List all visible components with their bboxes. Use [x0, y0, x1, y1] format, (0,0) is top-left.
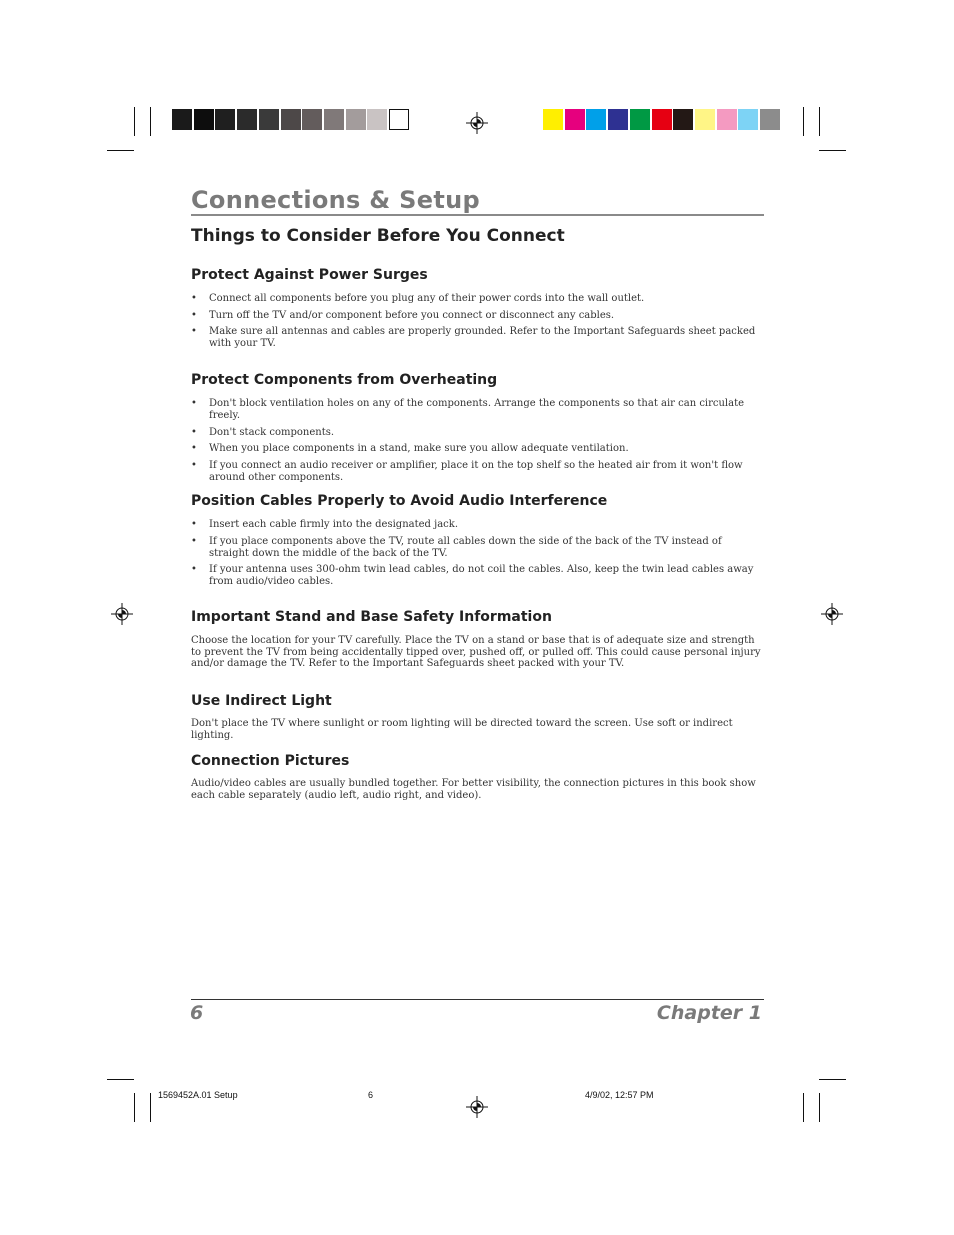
crop-mark — [134, 1093, 135, 1122]
color-swatch — [695, 109, 715, 130]
crop-mark — [819, 1079, 846, 1080]
bullet-list-overheating — [191, 398, 764, 488]
bullet: • — [191, 426, 197, 438]
list-item: • Make sure all antennas and cables are properly grounded. Refer to the Important Safeguards sheet packed with your TV. — [191, 326, 756, 349]
crop-mark — [803, 107, 804, 136]
section-heading-overheating: Protect Components from Overheating — [191, 372, 498, 388]
section-heading-indirect-light: Use Indirect Light — [191, 693, 332, 709]
gray-swatch — [172, 109, 192, 130]
color-swatch — [543, 109, 563, 130]
slug-datetime: 4/9/02, 12:57 PM — [585, 1090, 654, 1100]
section-title: Things to Consider Before You Connect — [191, 226, 565, 246]
crop-mark — [150, 1093, 151, 1122]
list-item: • Don't stack components. — [191, 426, 335, 438]
crop-mark — [150, 107, 151, 136]
footer-rule — [191, 999, 764, 1000]
bullet: • — [191, 459, 197, 471]
section-heading-audio-interference: Position Cables Properly to Avoid Audio Interference — [191, 493, 608, 509]
chapter-title: Connections & Setup — [191, 186, 480, 214]
title-rule — [191, 214, 764, 216]
gray-swatch — [237, 109, 257, 130]
gray-swatch — [302, 109, 322, 130]
paragraph-stand-safety: Choose the location for your TV carefully. Place the TV on a stand or base that is of adequate size and strength to prevent the TV from being accidentally tipped over, pushed off, or pulled off. This could cause personal injury and/or damage the TV. Refer to the Important Safeguards sheet packed with your TV. — [191, 635, 761, 670]
bullet: • — [191, 443, 197, 454]
registration-mark-icon — [821, 603, 843, 625]
gray-swatch — [194, 109, 214, 130]
list-item: • Don't block ventilation holes on any of the components. Arrange the components so that air can circulate freely. — [191, 398, 745, 421]
crop-mark — [134, 107, 135, 136]
list-item: • Insert each cable firmly into the designated jack. — [191, 519, 459, 530]
color-swatch — [738, 109, 758, 130]
crop-mark — [107, 150, 134, 151]
bullet: • — [191, 398, 197, 409]
bullet: • — [191, 519, 197, 530]
list-item: • Connect all components before you plug any of their power cords into the wall outlet. — [191, 293, 645, 304]
crop-mark — [819, 1093, 820, 1122]
section-heading-power-surges: Protect Against Power Surges — [191, 267, 428, 283]
section-heading-stand-safety: Important Stand and Base Safety Information — [191, 609, 552, 625]
crop-mark — [107, 1079, 134, 1080]
registration-mark-icon — [466, 112, 488, 134]
color-swatch — [652, 109, 672, 130]
color-swatch — [630, 109, 650, 130]
list-item: • If your antenna uses 300-ohm twin lead cables, do not coil the cables. Also, keep the twin lead cables away from audio/video cables. — [191, 564, 754, 587]
list-item: • When you place components in a stand, make sure you allow adequate ventilation. — [191, 443, 629, 454]
section-heading-connection-pictures: Connection Pictures — [191, 753, 350, 769]
registration-mark-icon — [111, 603, 133, 625]
bullet: • — [191, 564, 197, 575]
bullet: • — [191, 309, 197, 321]
registration-mark-icon — [466, 1096, 488, 1118]
gray-swatch — [281, 109, 301, 130]
gray-swatch — [389, 109, 409, 130]
crop-mark — [819, 150, 846, 151]
bullet: • — [191, 535, 197, 547]
crop-mark — [803, 1093, 804, 1122]
list-item: • Turn off the TV and/or component before you connect or disconnect any cables. — [191, 309, 615, 321]
slug-filename: 1569452A.01 Setup — [158, 1090, 238, 1100]
bullet: • — [191, 326, 197, 337]
list-item: • If you place components above the TV, route all cables down the side of the back of the TV instead of straight down the middle of the back of the TV. — [191, 535, 722, 559]
crop-mark — [819, 107, 820, 136]
color-swatch — [673, 109, 693, 130]
bullet-list-audio-interference — [191, 519, 764, 593]
chapter-label: Chapter 1 — [656, 1002, 762, 1024]
gray-swatch — [324, 109, 344, 130]
bullet: • — [191, 293, 197, 304]
bullet-list-power-surges — [191, 293, 764, 355]
gray-swatch — [215, 109, 235, 130]
paragraph-indirect-light: Don't place the TV where sunlight or room lighting will be directed toward the screen. Use soft or indirect lighting. — [191, 718, 733, 741]
color-swatch — [586, 109, 606, 130]
gray-swatch — [367, 109, 387, 130]
color-swatch — [608, 109, 628, 130]
color-swatch — [565, 109, 585, 130]
page-number: 6 — [190, 1002, 204, 1024]
gray-swatch — [259, 109, 279, 130]
list-item: • If you connect an audio receiver or amplifier, place it on the top shelf so the heated air from it won't flow around other components. — [191, 459, 743, 483]
color-swatch — [717, 109, 737, 130]
paragraph-connection-pictures: Audio/video cables are usually bundled together. For better visibility, the connection pictures in this book show each cable separately (audio left, audio right, and video). — [191, 778, 756, 801]
gray-swatch — [346, 109, 366, 130]
slug-page: 6 — [368, 1090, 374, 1100]
color-swatch — [760, 109, 780, 130]
